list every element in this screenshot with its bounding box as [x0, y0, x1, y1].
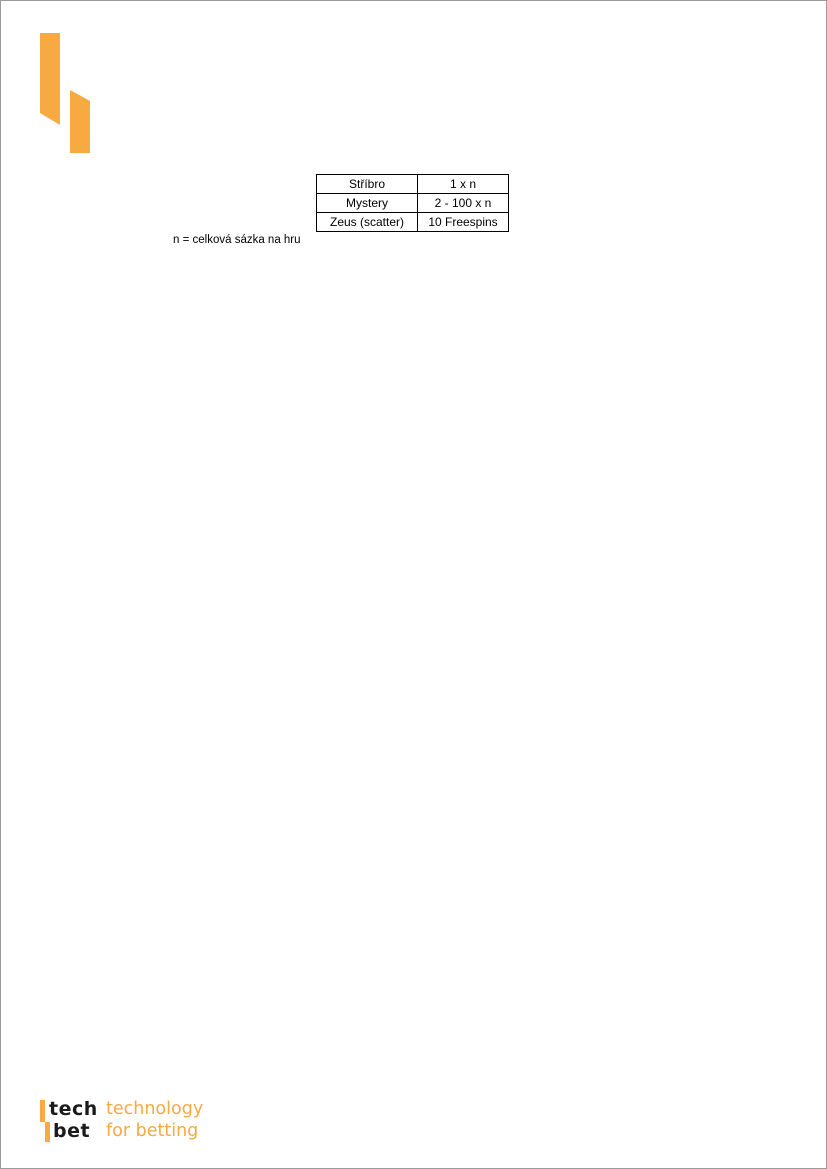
- payout-cell: 1 x n: [418, 175, 509, 194]
- logo-bar-bottom: [45, 1122, 50, 1142]
- logo-word-tech: tech: [49, 1098, 98, 1120]
- table-row: [317, 175, 509, 194]
- logo-bar-top: [40, 1100, 45, 1122]
- symbol-cell: Mystery: [317, 194, 418, 213]
- payout-cell: 2 - 100 x n: [418, 194, 509, 213]
- logo-word-bet: bet: [53, 1120, 91, 1142]
- techbet-mark-icon: [40, 33, 92, 155]
- bet-note: n = celková sázka na hru: [173, 234, 301, 246]
- symbol-cell: Stříbro: [317, 175, 418, 194]
- symbol-cell: Zeus (scatter): [317, 213, 418, 232]
- payout-cell: 10 Freespins: [418, 213, 509, 232]
- table-row: [317, 194, 509, 213]
- payout-table: [316, 174, 509, 232]
- footer-logo: [40, 1098, 240, 1146]
- table-row: [317, 213, 509, 232]
- logo-tagline-technology: technology: [106, 1099, 204, 1119]
- logo-tagline-for-betting: for betting: [106, 1121, 199, 1141]
